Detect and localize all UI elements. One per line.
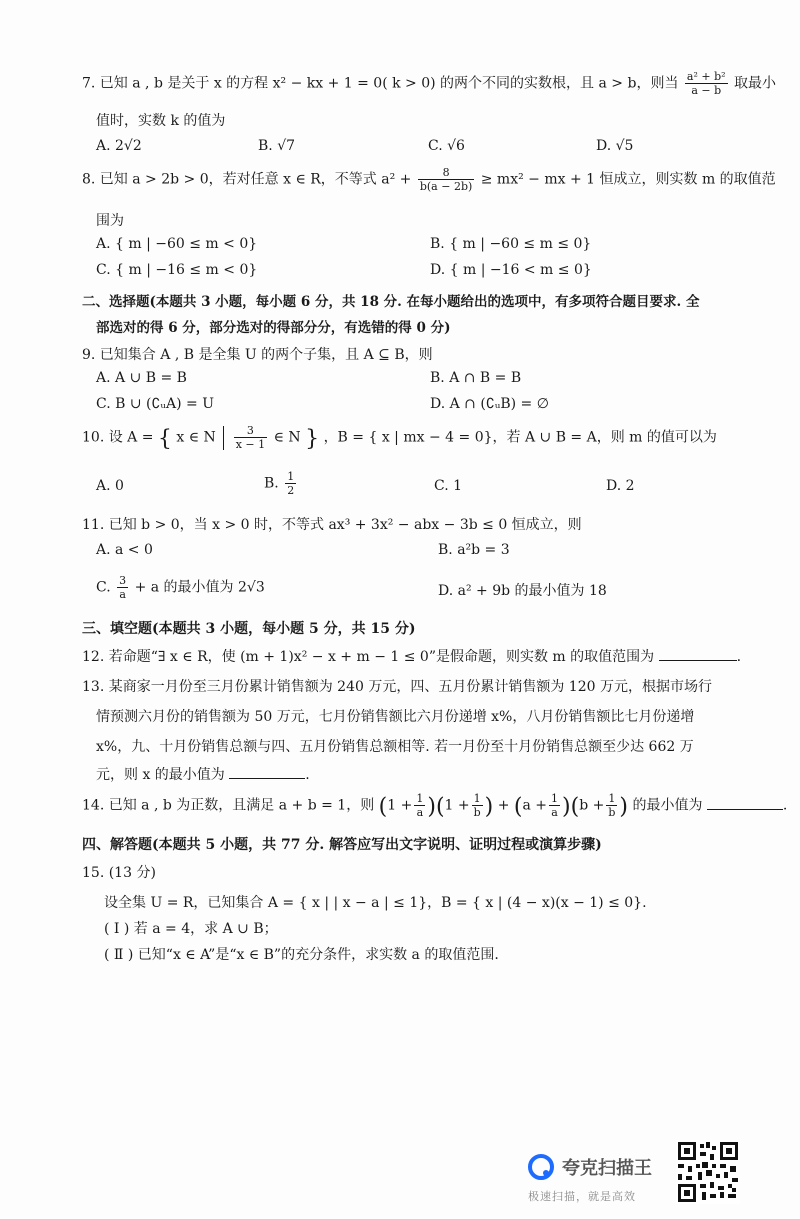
q10-option-d: D. 2 xyxy=(606,478,635,494)
q10-option-a: A. 0 xyxy=(96,478,124,494)
q10-frac-num: 3 xyxy=(234,424,267,438)
q10-fraction xyxy=(234,424,267,451)
q7-option-a: A. 2√2 xyxy=(96,138,142,154)
scanner-watermark xyxy=(528,1150,688,1206)
q14-n2: 1 xyxy=(472,792,483,806)
q12-answer-blank xyxy=(659,660,737,661)
q10-optb-num: 1 xyxy=(287,470,295,483)
q11-option-c-fraction xyxy=(117,574,128,601)
q9-option-c: C. B ∪ (∁ᵤA) = U xyxy=(96,396,214,412)
q14-n1: 1 xyxy=(416,792,424,805)
q11-option-a: A. a < 0 xyxy=(96,542,153,558)
q11-optc-num: 3 xyxy=(119,574,127,587)
qr-code xyxy=(676,1140,740,1204)
q11-option-c-text: + a 的最小值为 2√3 xyxy=(134,579,265,596)
q13-answer-blank xyxy=(229,778,305,779)
q8-frac-num: 8 xyxy=(418,166,474,180)
q14-term4: b + xyxy=(579,797,605,814)
q7-option-c: C. √6 xyxy=(428,138,465,154)
q10-stem-post: ，B = { x | mx − 4 = 0}，若 A ∪ B = A，则 m 的值可以为 xyxy=(323,429,717,446)
q12-text: 12. 若命题“∃ x ∈ R，使 (m + 1)x² − x + m − 1 ≤ 0”是假命题，则实数 m 的取值范围为 xyxy=(82,649,655,665)
q9-stem: 9. 已知集合 A , B 是全集 U 的两个子集，且 A ⊆ B，则 xyxy=(82,347,433,363)
q7-frac-den: a − b xyxy=(691,84,722,97)
q11-option-d: D. a² + 9b 的最小值为 18 xyxy=(438,583,607,599)
q13-line1: 13. 某商家一月份至三月份累计销售额为 240 万元，四、五月份累计销售额为 120 万元，根据市场行 xyxy=(82,679,712,695)
q10-set-left: x ∈ N xyxy=(176,429,216,446)
q14-plus: + xyxy=(497,797,510,814)
q11-stem: 11. 已知 b > 0，当 x > 0 时，不等式 ax³ + 3x² − abx − 3b ≤ 0 恒成立，则 xyxy=(82,517,582,533)
q8-frac-den: b(a − 2b) xyxy=(419,180,473,193)
q10-stem-pre: 10. 设 A = xyxy=(82,429,154,446)
q14-term1: 1 + xyxy=(387,797,413,814)
section3-heading: 三、填空题(本题共 3 小题，每小题 5 分，共 15 分) xyxy=(82,621,416,637)
q10-option-c: C. 1 xyxy=(434,478,463,494)
scanner-slogan: 极速扫描，就是高效 xyxy=(528,1190,636,1203)
q14-frac-2 xyxy=(472,792,483,819)
section2-heading-cont: 部选对的得 6 分，部分选对的得部分分，有选错的得 0 分) xyxy=(96,320,451,336)
q9-option-b: B. A ∩ B = B xyxy=(430,370,522,386)
scanner-brand: 夸克扫描王 xyxy=(562,1158,652,1179)
q14-frac-4 xyxy=(606,792,617,819)
q14-paren-open-1: ( xyxy=(378,794,388,820)
q14-n3: 1 xyxy=(551,792,559,805)
q10-set-right: ∈ N xyxy=(273,429,301,446)
q13-line4: 元，则 x 的最小值为 . xyxy=(96,767,310,783)
q15-header: 15. (13 分) xyxy=(82,865,156,881)
q14-answer-blank xyxy=(707,809,783,810)
q7-line2: 值时，实数 k 的值为 xyxy=(96,113,226,129)
q14-d1: a xyxy=(416,806,424,819)
q7-stem-text: 7. 已知 a , b 是关于 x 的方程 x² − kx + 1 = 0( k > 0) 的两个不同的实数根，且 a > b，则当 xyxy=(82,75,679,92)
q8-fraction xyxy=(418,166,474,193)
q14-stem-post: 的最小值为 xyxy=(632,797,703,814)
q10-left-brace: { xyxy=(157,426,172,452)
q11-optc-den: a xyxy=(119,588,126,601)
q14-paren-close-4: ) xyxy=(619,794,629,820)
q15-part2: ( Ⅱ ) 已知“x ∈ A”是“x ∈ B”的充分条件，求实数 a 的取值范围. xyxy=(104,947,499,963)
q10-optb-den: 2 xyxy=(287,484,295,497)
q14-d4: b xyxy=(608,806,616,819)
q14-paren-open-4: ( xyxy=(570,794,580,820)
q10-set-bar xyxy=(223,426,224,450)
q7-fraction xyxy=(685,70,728,97)
q14-paren-close-2: ) xyxy=(484,794,494,820)
q8-option-b: B. { m | −60 ≤ m ≤ 0} xyxy=(430,236,592,252)
q11-option-c-label: C. xyxy=(96,579,111,596)
q9-option-a: A. A ∪ B = B xyxy=(96,370,187,386)
q11-option-c xyxy=(96,574,265,601)
q14-paren-close-3: ) xyxy=(562,794,571,820)
q10-stem xyxy=(82,424,717,451)
q10-frac-den: x − 1 xyxy=(235,438,266,451)
q13-line4-text: 元，则 x 的最小值为 xyxy=(96,767,225,783)
q14-paren-open-3: ( xyxy=(513,794,523,820)
q8-option-c: C. { m | −16 ≤ m < 0} xyxy=(96,262,258,278)
q8-line1 xyxy=(82,166,776,193)
q14-n4: 1 xyxy=(606,792,617,806)
q10-option-b-fraction xyxy=(285,470,296,497)
quark-logo-icon xyxy=(528,1154,554,1180)
q14-d2: b xyxy=(473,806,481,819)
q14-term3: a + xyxy=(522,797,548,814)
qr-code-icon xyxy=(676,1140,740,1204)
q14-term2: 1 + xyxy=(444,797,470,814)
q14-d3: a xyxy=(551,806,558,819)
section2-heading: 二、选择题(本题共 3 小题，每小题 6 分，共 18 分. 在每小题给出的选项中，有多项符合题目要求. 全 xyxy=(82,294,700,310)
q10-option-b-label: B. xyxy=(264,475,279,492)
q12-stem: 12. 若命题“∃ x ∈ R，使 (m + 1)x² − x + m − 1 ≤ 0”是假命题，则实数 m 的取值范围为 . xyxy=(82,649,742,665)
q13-line2: 情预测六月份的销售额为 50 万元，七月份销售额比六月份递增 x%，八月份销售额比七月份递增 xyxy=(96,709,695,725)
q10-right-brace: } xyxy=(305,426,320,452)
q7-option-b: B. √7 xyxy=(258,138,296,154)
q11-option-b: B. a²b = 3 xyxy=(438,542,510,558)
q14-frac-1 xyxy=(414,792,425,819)
q8-line2: 围为 xyxy=(96,213,124,229)
q8-option-d: D. { m | −16 < m ≤ 0} xyxy=(430,262,592,278)
q10-option-b xyxy=(264,470,298,497)
q14-frac-3 xyxy=(549,792,560,819)
section4-heading: 四、解答题(本题共 5 小题，共 77 分. 解答应写出文字说明、证明过程或演算步骤) xyxy=(82,837,602,853)
q14-paren-open-2: ( xyxy=(435,794,445,820)
q7-line1 xyxy=(82,70,776,97)
q15-line1: 设全集 U = R，已知集合 A = { x | | x − a | ≤ 1}，B = { x | (4 − x)(x − 1) ≤ 0}. xyxy=(104,895,647,911)
q7-stem-end: 取最小 xyxy=(734,75,776,92)
q15-part1: ( Ⅰ ) 若 a = 4，求 A ∪ B； xyxy=(104,921,278,937)
q8-stem-pre: 8. 已知 a > 2b > 0，若对任意 x ∈ R，不等式 a² + xyxy=(82,171,412,188)
q9-option-d: D. A ∩ (∁ᵤB) = ∅ xyxy=(430,396,549,412)
q14-stem: 14. 已知 a , b 为正数，且满足 a + b = 1，则 (1 + $\frac{1}{a}$ )(1 + $\frac{1}{b}$ ) + (a + $\frac{1}{a}$ )(b + $\frac{1}{b}$ ) 的最小值为 . xyxy=(82,792,788,820)
q7-frac-num: a² + b² xyxy=(686,70,726,83)
q14-stem-pre: 14. 已知 a , b 为正数，且满足 a + b = 1，则 xyxy=(82,797,375,814)
q7-option-d: D. √5 xyxy=(596,138,634,154)
q13-line3: x%，九、十月份销售总额与四、五月份销售总额相等. 若一月份至十月份销售总额至少达 662 万 xyxy=(96,739,694,755)
q14-paren-close-1: ) xyxy=(427,794,436,820)
q8-option-a: A. { m | −60 ≤ m < 0} xyxy=(96,236,258,252)
q8-stem-post: ≥ mx² − mx + 1 恒成立，则实数 m 的取值范 xyxy=(480,171,776,188)
